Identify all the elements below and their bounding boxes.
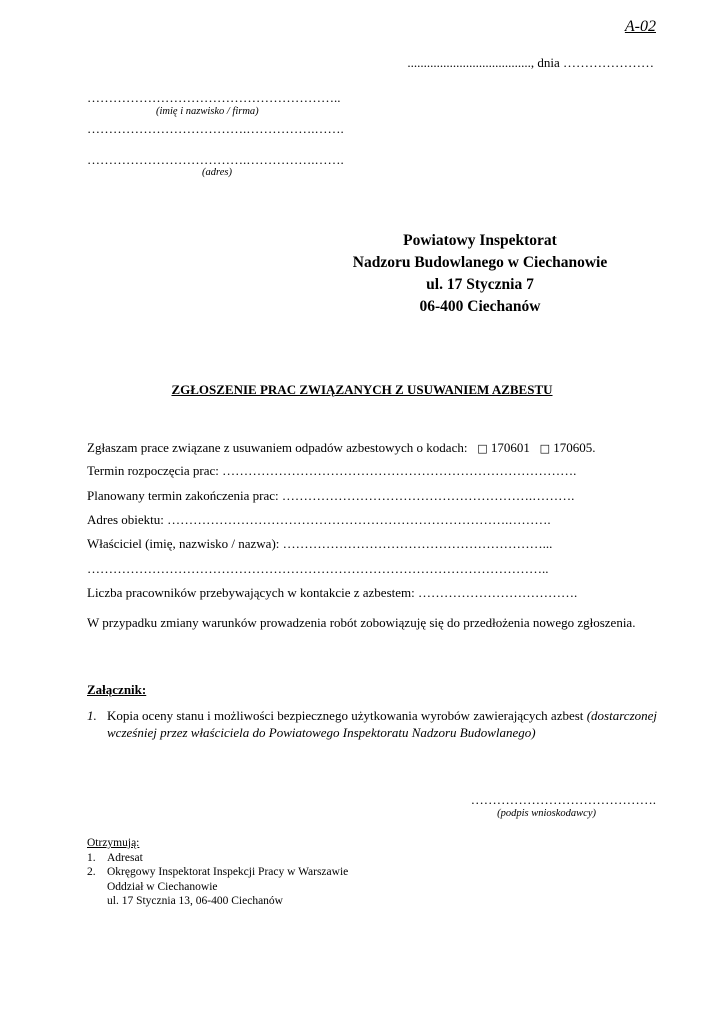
- annex-item: [87, 707, 657, 741]
- recipient-line-4: 06-400 Ciechanów: [419, 298, 541, 315]
- annex-item-text: [107, 707, 657, 741]
- applicant-name-hint: (imię i nazwisko / firma): [156, 106, 259, 117]
- receiver-item-1: [87, 851, 348, 866]
- obligation-paragraph: W przypadku zmiany warunków prowadzenia robót zobowiązuję się do przedłożenia nowego zgłoszenia.: [87, 615, 636, 630]
- field-owner: Właściciel (imię, nazwisko / nazwa): ……………………………………………………...: [87, 536, 553, 551]
- form-code: A-02: [624, 18, 656, 35]
- declaration-intro: Zgłaszam prace związane z usuwaniem odpadów azbestowych o kodach:: [87, 440, 468, 455]
- code-170601: 170601: [490, 440, 530, 455]
- place-date-line: ......................................, dnia …………………: [407, 55, 654, 70]
- recipient-line-1: Powiatowy Inspektorat: [403, 232, 557, 249]
- receivers-heading: Otrzymują:: [87, 837, 140, 849]
- recipient-line-2: Nadzoru Budowlanego w Ciechanowie: [352, 254, 608, 271]
- checkbox-170605-icon[interactable]: □: [539, 442, 551, 455]
- annex-item-note: (dostarczonej wcześniej przez właściciela do Powiatowego Inspektoratu Nadzoru Budowlanego): [107, 708, 658, 740]
- declaration-line: [87, 440, 657, 456]
- field-workers-count: Liczba pracowników przebywających w kontakcie z azbestem: ……………………………….: [87, 585, 578, 600]
- receiver-number: 1.: [87, 851, 96, 864]
- recipient-block: [330, 230, 630, 318]
- receiver-line: Adresat: [107, 851, 143, 864]
- code-170605: 170605.: [553, 440, 596, 455]
- receiver-item-2: [87, 865, 348, 909]
- annex-heading: Załącznik:: [87, 682, 147, 697]
- applicant-address-dots-2: ……………………………….…………….…….: [87, 152, 344, 167]
- checkbox-170601-icon[interactable]: □: [477, 442, 488, 455]
- field-object-address: Adres obiektu: …………………………………………………………………….……….: [87, 512, 551, 527]
- field-end-date: Planowany termin zakończenia prac: ………………………………………………….……….: [87, 488, 575, 503]
- receiver-number: 2.: [87, 866, 96, 878]
- field-owner-continued: ……………………………………………………………………………………………..: [87, 561, 549, 576]
- applicant-name-dots: …………………………………………………..: [87, 90, 341, 105]
- annex-item-number: 1.: [87, 708, 97, 723]
- receiver-line: ul. 17 Stycznia 13, 06-400 Ciechanów: [107, 895, 283, 907]
- document-title: ZGŁOSZENIE PRAC ZWIĄZANYCH Z USUWANIEM AZBESTU: [171, 382, 553, 397]
- signature-dots: …………………………………….: [470, 792, 656, 807]
- annex-item-main: Kopia oceny stanu i możliwości bezpiecznego użytkowania wyrobów zawierających azbest: [107, 708, 584, 723]
- signature-hint: (podpis wnioskodawcy): [497, 808, 596, 819]
- applicant-address-dots-1: ……………………………….…………….…….: [87, 121, 344, 136]
- receiver-line: Oddział w Ciechanowie: [107, 880, 218, 893]
- receivers-list: [87, 836, 348, 909]
- applicant-address-hint: (adres): [202, 167, 232, 178]
- field-start-date: Termin rozpoczęcia prac: ……………………………………………………………………….: [87, 463, 577, 478]
- receiver-line: Okręgowy Inspektorat Inspekcji Pracy w Warszawie: [107, 866, 349, 878]
- recipient-line-3: ul. 17 Stycznia 7: [426, 276, 534, 293]
